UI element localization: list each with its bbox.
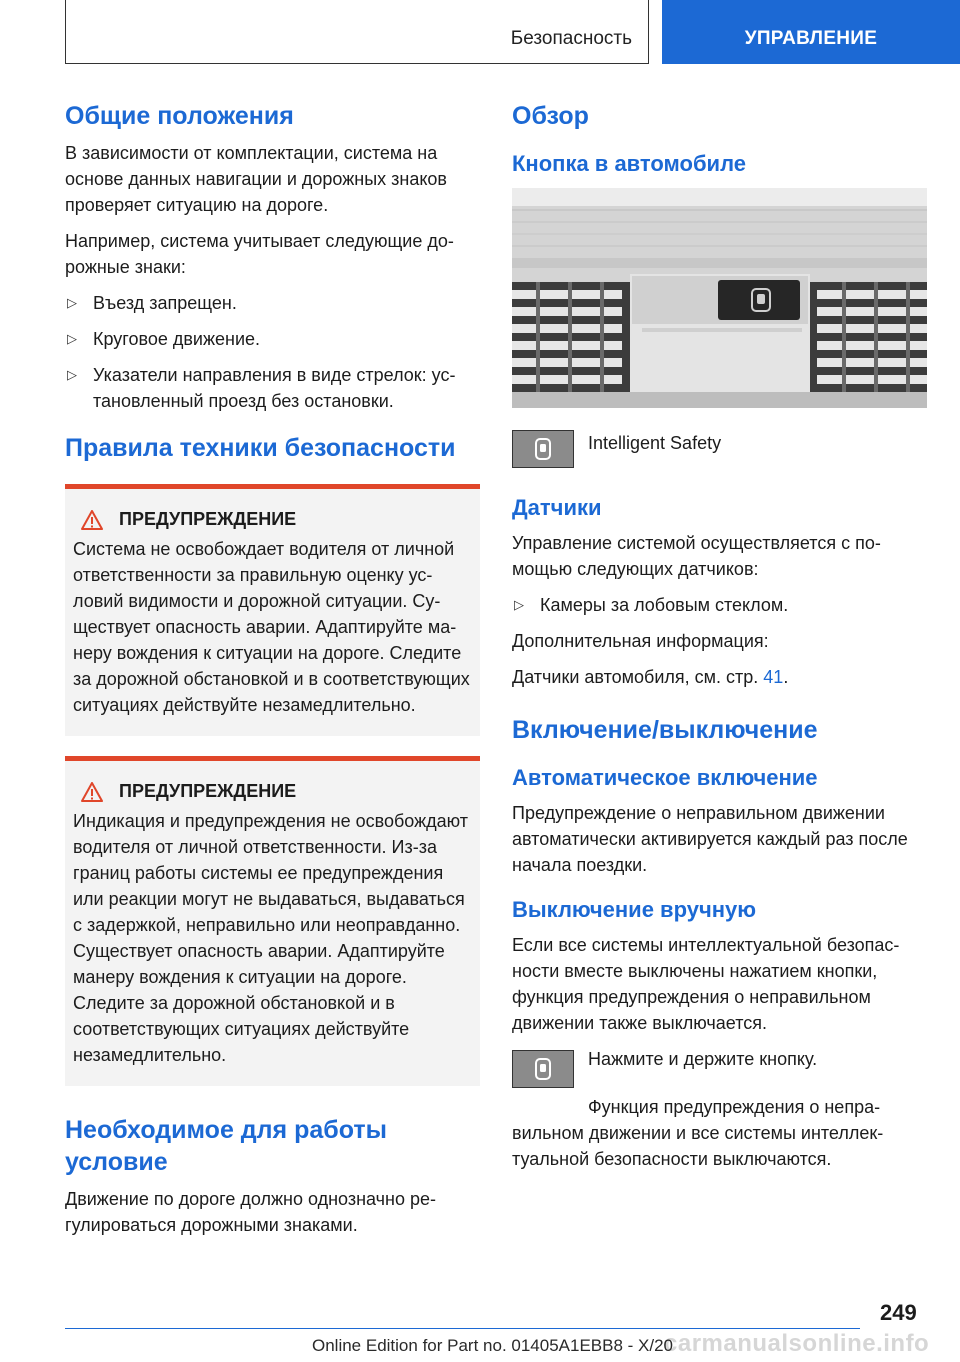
general-paragraph-2: Например, система учитывает следующие дорожные знаки: bbox=[65, 231, 454, 277]
triangle-bullet-icon: ▷ bbox=[514, 597, 524, 612]
header-chapter: УПРАВЛЕНИЕ bbox=[662, 0, 960, 64]
footer-edition: Online Edition for Part no. 01405A1EBB8 - X/20 bbox=[312, 1336, 674, 1355]
button-label: Intelligent Safety bbox=[588, 433, 722, 453]
manual-title: Выключение вручную bbox=[512, 897, 757, 922]
sensors-text: Управление системой осуществляется с помощью следующих датчиков: bbox=[512, 533, 881, 579]
left-column bbox=[65, 100, 480, 1248]
overview-title: Обзор bbox=[512, 102, 589, 130]
list-item: ▷ Въезд запрещен. bbox=[65, 290, 480, 316]
button-title: Кнопка в автомобиле bbox=[512, 151, 746, 176]
warning-title: ПРЕДУПРЕЖДЕНИЕ bbox=[119, 509, 297, 529]
onoff-title: Включение/выключение bbox=[512, 716, 818, 744]
warning-box-1 bbox=[65, 484, 480, 736]
signs-list bbox=[65, 290, 480, 414]
safety-button-row bbox=[512, 430, 927, 468]
intelligent-safety-icon bbox=[512, 430, 574, 468]
intelligent-safety-icon bbox=[512, 1050, 574, 1088]
sensors-title: Датчики bbox=[512, 495, 602, 520]
requirements-title: Необходимое для работы условие bbox=[65, 1116, 387, 1176]
warning-text: Система не освобождает водителя от личной ответственности за правильную оценку условий видимости и дорожной ситуации. Существует опасность аварии. Адаптируйте манеру вождения к ситуации на дороге. Следите за дорожной обстановкой и в соответствующих ситуациях действуйте незамедлительно. bbox=[73, 539, 470, 715]
general-paragraph-1: В зависимости от комплектации, система на основе данных навигации и дорожных знаков проверяет ситуацию на дороге. bbox=[65, 143, 447, 215]
list-item: ▷ Круговое движение. bbox=[65, 326, 480, 352]
footer-divider bbox=[65, 1328, 860, 1329]
header-section: Безопасность bbox=[510, 28, 632, 49]
header-box bbox=[65, 0, 649, 64]
manual-text: Если все системы интеллектуальной безопасности вместе выключены нажатием кнопки, функция предупреждения о неправильном движении также выключается. bbox=[512, 935, 900, 1033]
list-item: ▷ Указатели направления в виде стрелок: установленный проезд без остановки. bbox=[65, 362, 480, 414]
triangle-bullet-icon: ▷ bbox=[67, 295, 77, 310]
warning-title: ПРЕДУПРЕЖДЕНИЕ bbox=[119, 781, 297, 801]
warning-triangle-icon bbox=[81, 782, 103, 802]
safety-title: Правила техники безопасности bbox=[65, 434, 456, 462]
triangle-bullet-icon: ▷ bbox=[67, 331, 77, 346]
press-hold-row bbox=[512, 1046, 927, 1088]
dashboard-vents-image bbox=[512, 188, 927, 408]
auto-title: Автоматическое включение bbox=[512, 765, 818, 790]
general-title: Общие положения bbox=[65, 102, 294, 130]
right-column bbox=[512, 100, 927, 1182]
warning-box-2 bbox=[65, 756, 480, 1086]
sensors-list bbox=[512, 592, 927, 618]
page-number: 249 bbox=[880, 1300, 917, 1325]
press-hold-text: Нажмите и держите кнопку. bbox=[588, 1049, 818, 1069]
requirements-text: Движение по дороге должно однозначно регулироваться дорожными знаками. bbox=[65, 1189, 436, 1235]
triangle-bullet-icon: ▷ bbox=[67, 367, 77, 382]
watermark: carmanualsonline.info bbox=[664, 1330, 930, 1357]
list-item: ▷ Камеры за лобовым стеклом. bbox=[512, 592, 927, 618]
warning-triangle-icon bbox=[81, 510, 103, 530]
dashboard-photo bbox=[512, 188, 927, 408]
result-text: Функция предупреждения о неправильном движении и все системы интеллектуальной безопасности выключаются. bbox=[512, 1097, 884, 1169]
auto-text: Предупреждение о неправильном движении автоматически активируется каждый раз после начала поездки. bbox=[512, 803, 908, 875]
more-info: Дополнительная информация: bbox=[512, 631, 769, 651]
warning-text: Индикация и предупреждения не освобождают водителя от личной ответственности. Из-за границ работы системы ее предупреждения или реакции могут не выдаваться, выдаваться с задержкой, неправильно или неоправданно. Существует опасность аварии. Адаптируйте манеру вождения к ситуации на дороге. Следите за дорожной обстановкой и в соответствующих ситуациях действуйте незамедлительно. bbox=[73, 811, 468, 1065]
page-link[interactable]: 41 bbox=[763, 667, 784, 687]
sensors-reference: Датчики автомобиля, см. стр. 41. bbox=[512, 667, 789, 687]
